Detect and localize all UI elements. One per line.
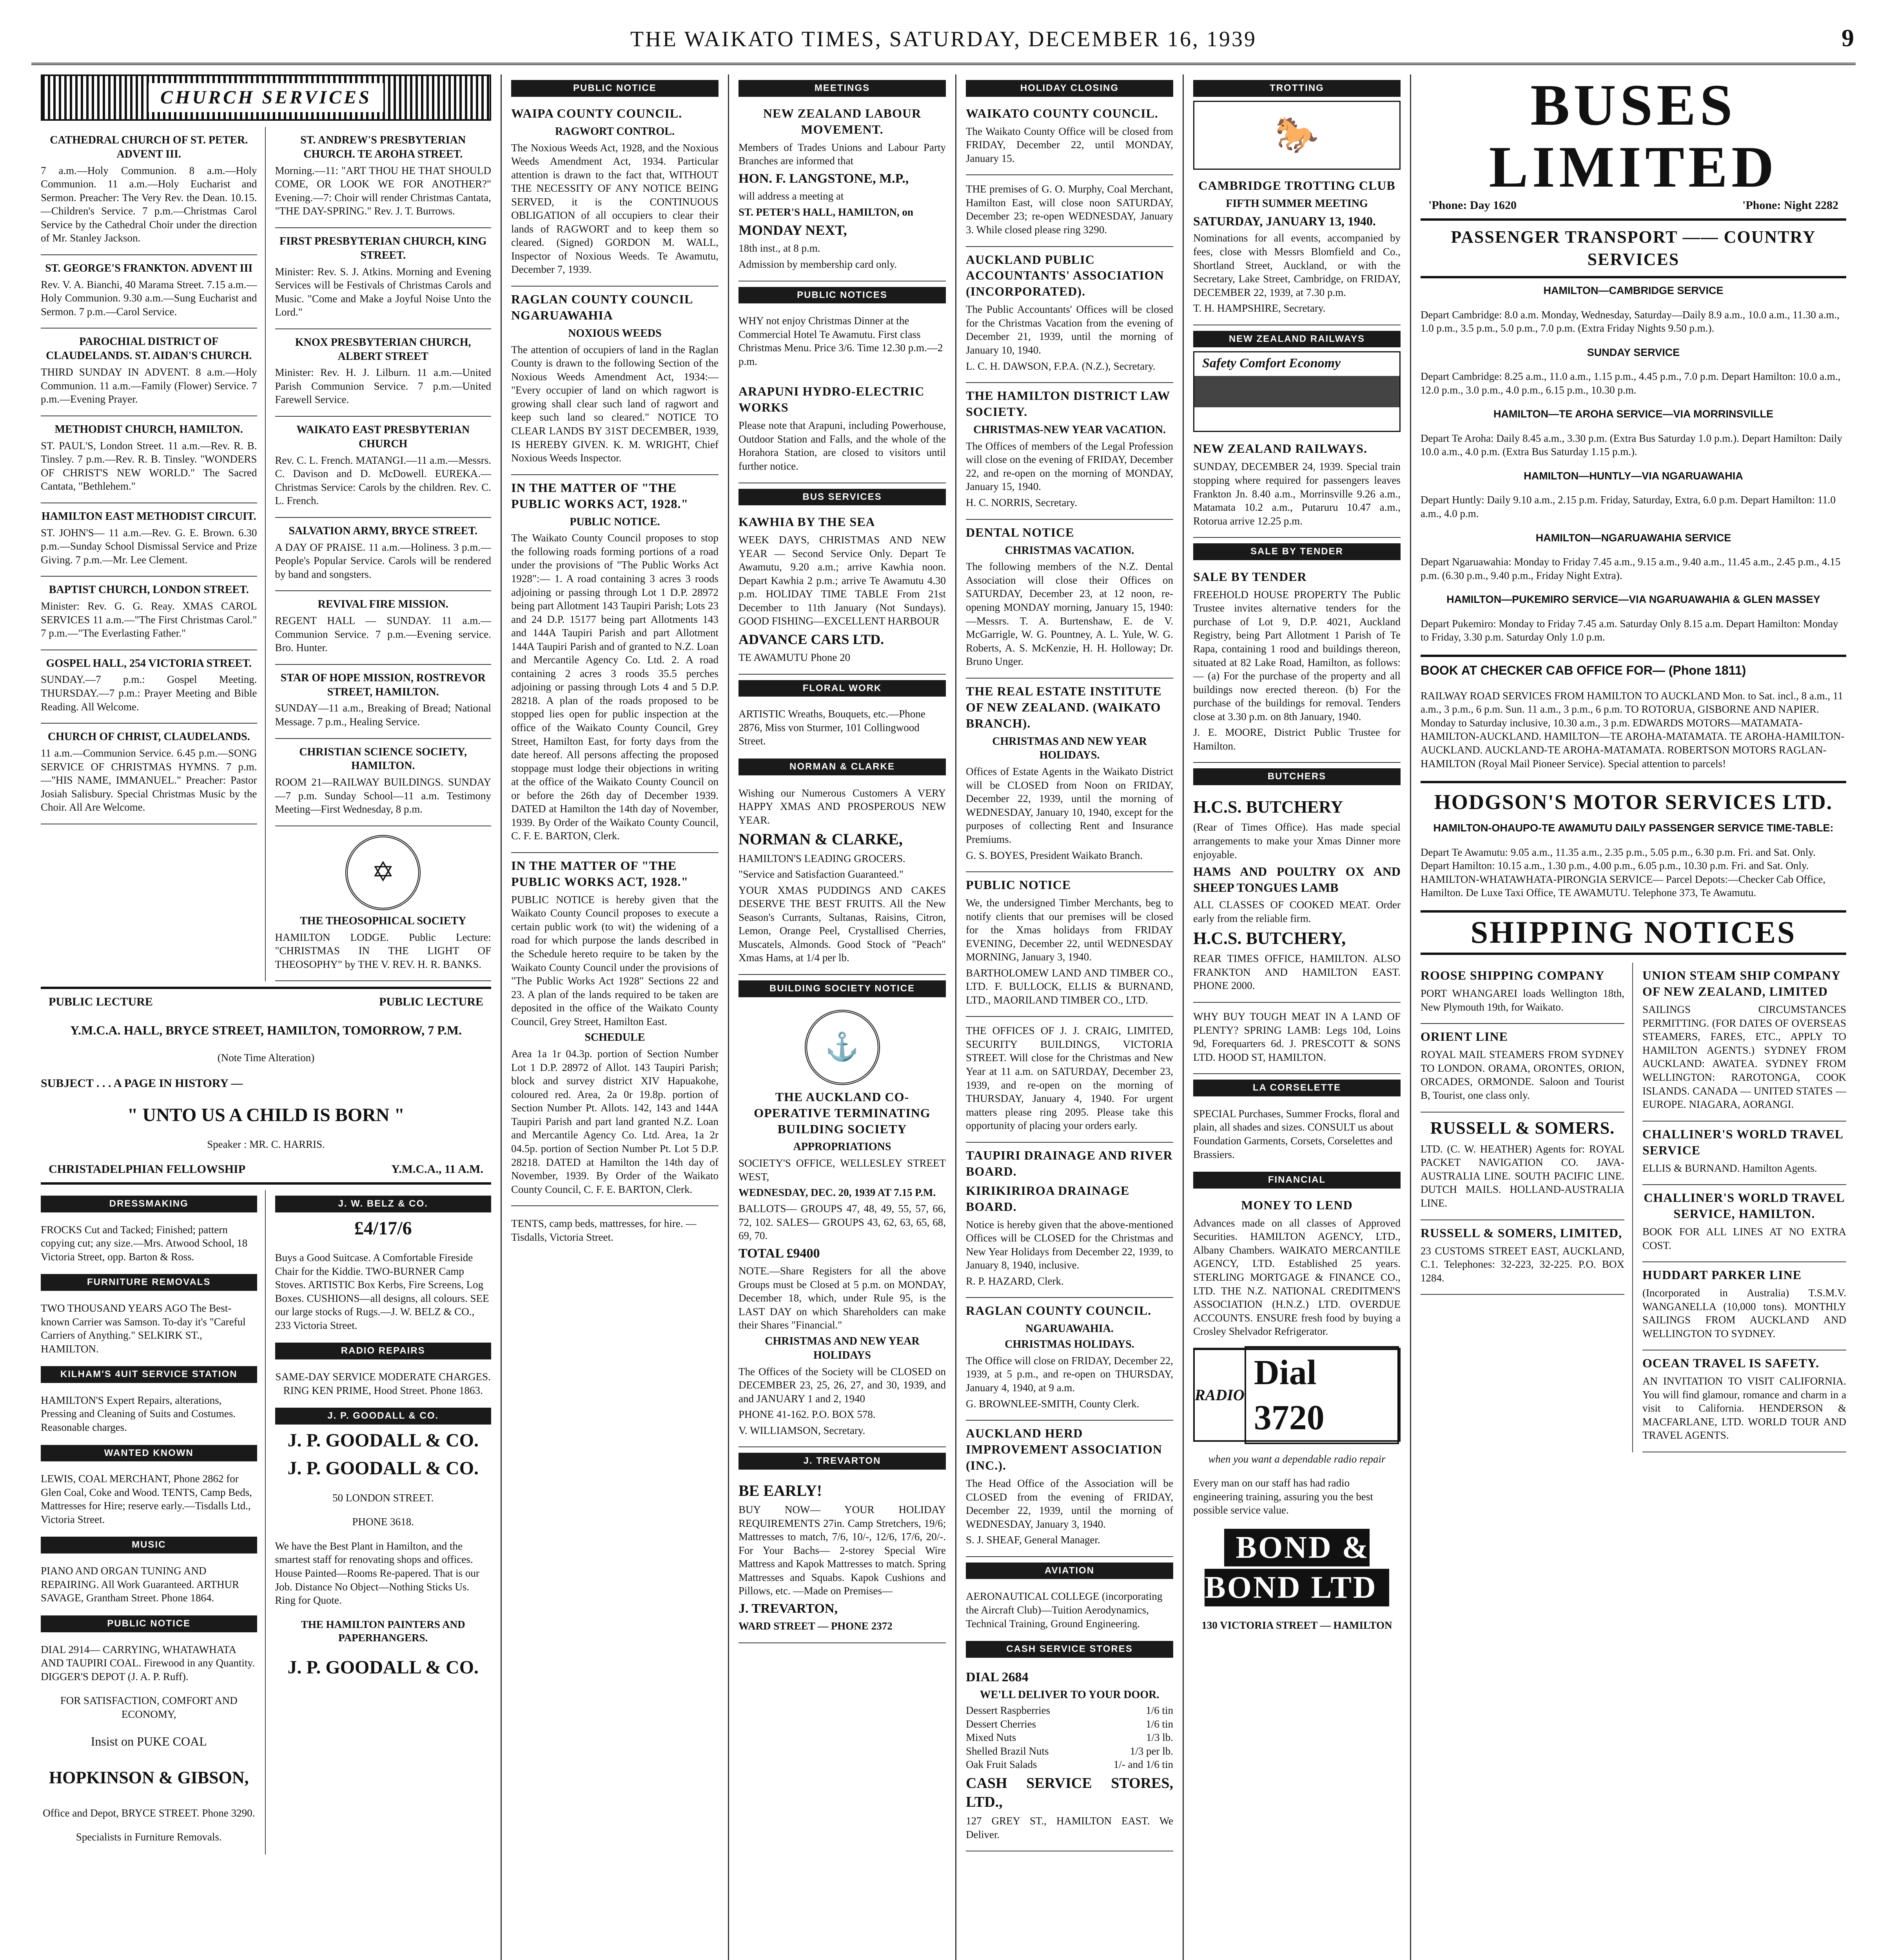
cash-stores-ad: DIAL 2684 WE'LL DELIVER TO YOUR DOOR. Dessert Raspberries 1/6 tin Dessert Cherries 1/6 tin Mixed Nuts 1/3 lb. Shelled Brazil Nuts 1/3 per lb. Oak Fruit Salads 1/- and 1/6 tin CASH SERVICE STORES, LTD., 127 GREY ST., HAMILTON EAST. We Deliver.	[966, 1662, 1173, 1851]
church-notice: REVIVAL FIRE MISSION. REGENT HALL — SUNDAY. 11 a.m.—Communion Service. 7 p.m.—Evening service. Bro. Hunter.	[275, 591, 492, 664]
church-listings-right	[275, 127, 492, 981]
craig-closing: THE OFFICES OF J. J. CRAIG, LIMITED, SECURITY BUILDINGS, VICTORIA STREET. Will close for the Christmas and New Year at 11 a.m. on SATURDAY, December 23, 1939, and re-open on the morning of THURSDAY, January 4, 1940. For urgent matters please ring 2095. Please take this opportunity of placing your orders early.	[966, 1017, 1173, 1142]
church-services-banner: CHURCH SERVICES	[41, 74, 491, 121]
locomotive-icon: Safety Comfort Economy	[1193, 351, 1401, 432]
herd-closing: AUCKLAND HERD IMPROVEMENT ASSOCIATION (INC.). The Head Office of the Association will be CLOSED from the evening of FRIDAY, December 22, 1939, until the morning of WEDNESDAY, January 3, 1940. S. J. SHEAF, General Manager.	[966, 1421, 1173, 1557]
church-notice: METHODIST CHURCH, HAMILTON. ST. PAUL'S, London Street. 11 a.m.—Rev. R. B. Tinsley. 7 p.m.—Rev. R. B. Tinsley. "WONDERS OF CHRIST'S NEW WORLD." The Sacred Cantata, "Bethlehem."	[41, 416, 257, 503]
classifieds-right: J. W. BELZ & CO. £4/17/6 Buys a Good Suitcase. A Comfortable Fireside Chair for the Kiddie. TWO-BURNER Camp Stoves. ARTISTIC Box Kerbs, Fire Screens, Log Boxes. CUSHIONS—all designs, all colours. SEE our large stocks of Rugs.—J. W. BELZ & CO., 233 Victoria Street. RADIO REPAIRS SAME-DAY SERVICE MODERATE CHARGES. RING KEN PRIME, Hood Street. Phone 1863. J. P. GOODALL & CO. J. P. GOODALL & CO. J. P. GOODALL & CO. 50 LONDON STREET. PHONE 3618. We have the Best Plant in Hamilton, and the smartest staff for renovating shops and offices. House Painted—Rooms Re-papered. That is our Job. Distance No Object—Nothing Sticks Us. Ring for Quote. THE HAMILTON PAINTERS AND PAPERHANGERS. J. P. GOODALL & CO.	[275, 1190, 492, 1855]
classifieds	[41, 1190, 491, 1855]
anchor-icon: ⚓	[805, 1010, 880, 1085]
church-notice: CATHEDRAL CHURCH OF ST. PETER. ADVENT III. 7 a.m.—Holy Communion. 8 a.m.—Holy Communion. 11 a.m.—Holy Eucharist and Sermon. Preacher: The Very Rev. the Dean. 10.15.—Children's Service. 7 p.m.—Christmas Carol Service by the Cathedral Choir under the direction of Mr. Stanley Jackson.	[41, 127, 257, 255]
church-notice: KNOX PRESBYTERIAN CHURCH, ALBERT STREET Minister: Rev. H. J. Lilburn. 11 a.m.—United Parish Communion Service. 7 p.m.—United Farewell Service.	[275, 329, 492, 417]
column-public-notices: PUBLIC NOTICE WAIPA COUNTY COUNCIL. RAGWORT CONTROL. The Noxious Weeds Act, 1928, and the Noxious Weeds Amendment Act, 1934. Particular attention is drawn to the fact that, WITHOUT THE NECESSITY OF ANY NOTICE BEING SERVED, it is the CONTINUOUS OBLIGATION of all occupiers to clear their lands of RAGWORT and to keep them so cleared. (Signed) GORDON M. WALL, Inspector of Noxious Weeds. Te Awamutu, December 7, 1939. RAGLAN COUNTY COUNCIL NGARUAWAHIA NOXIOUS WEEDS The attention of occupiers of land in the Raglan County is drawn to the following Section of the Noxious Weeds Amendment Act, 1934:— "Every occupier of land on which ragwort is growing shall clear such land of ragwort and keep such land so cleared." NOTICE TO CLEAR LANDS BY 31ST DECEMBER, 1939, IS HEREBY GIVEN. K. M. WRIGHT, Chief Noxious Weeds Inspector. IN THE MATTER OF "THE PUBLIC WORKS ACT, 1928." PUBLIC NOTICE. The Waikato County Council proposes to stop the following roads forming portions of a road under the provisions of "The Public Works Act 1928":— 1. A road containing 3 acres 3 roods adjoining or passing through Lot 1 D.P. 28972 being part Allotment 143 Taupiri Parish; Lots 23 and 24 D.P. 15177 being part Allotments 143 and 144A Taupiri Parish and part Allotment 144A Taupiri Parish and of granted to N.Z. Loan and Mercantile Agency Co. Ltd. 2. A road containing 2 acres 3 roods 35.5 perches adjoining or passing through Lots 4 and 5 D.P. 28218. A plan of the roads proposed to be stopped lies open for public inspection at the office of the Waikato County Council, Grey Street, Hamilton East, for forty days from the date hereof. All persons affecting the proposed stoppage must lodge their objections in writing at the office of the Waikato County Council on or before the 26th day of December 1939. DATED at Hamilton the 14th day of November, 1939. By Order of the Waikato County Council, C. F. E. BARTON, Clerk. IN THE MATTER OF "THE PUBLIC WORKS ACT, 1928." PUBLIC NOTICE is hereby given that the Waikato County Council proposes to execute a certain public work (to wit) the widening of a road for which purpose the lands described in the Schedule hereto require to be taken by the Waikato County Council under the provisions of "The Public Works Act 1928" Sections 22 and 23. A plan of the lands required to be taken are deposited in the office of the Waikato County Council, Grey Street, Hamilton East. SCHEDULE Area 1a 1r 04.3p. portion of Section Number Lot 1 D.P. 28972 of Allot. 143 Taupiri Parish; block and survey district XIV Hapuakohe, coloured red. Area, 2a 0r 19.8p. portion of Section Number Pt. Allots. 142, 143 and 144A Taupiri Parish and part land granted N.Z. Loan and Mercantile Agency Co. Ltd. Area, 1a 2r 04.5p. portion of Section Number Pt. Lot 5 D.P. 28218. DATED at Hamilton the 14th day of November, 1939. By Order of the Waikato County Council, C. F. E. BARTON, Clerk. TENTS, camp beds, mattresses, for hire. —Tisdalls, Victoria Street.	[502, 74, 729, 1960]
railways-notice: NEW ZEALAND RAILWAYS. SUNDAY, DECEMBER 24, 1939. Special train stopping where required for passengers leaves Frankton Jn. 8.40 a.m., Morrinsville 9.26 a.m., Matamata 10.2 a.m., Putaruru 10.47 a.m., Rotorua arrive 12.25 p.m.	[1193, 436, 1401, 538]
timber-closing: PUBLIC NOTICE We, the undersigned Timber Merchants, beg to notify clients that our premises will be closed for the Xmas holidays from FRIDAY EVENING, December 22, until WEDNESDAY MORNING, January 3, 1940. BARTHOLOMEW LAND AND TIMBER CO., LTD. F. BULLOCK, ELLIS & BURNAND, LTD., MAORILAND TIMBER CO., LTD.	[966, 872, 1173, 1017]
church-notice: ST. ANDREW'S PRESBYTERIAN CHURCH. TE AROHA STREET. Morning.—11: "ART THOU HE THAT SHOULD COME, OR LOOK WE FOR ANOTHER?" Evening.—7: Choir will render Christmas Cantata, "THE DAY-SPRING." Rev. J. T. Burrows.	[275, 127, 492, 228]
church-notice: CHURCH OF CHRIST, CLAUDELANDS. 11 a.m.—Communion Service. 6.45 p.m.—SONG SERVICE OF CHRISTMAS HYMNS. 7 p.m.—"HIS NAME, IMMANUEL." Preacher: Pastor Josiah Salisbury. Special Christmas Music by the Choir. All Are Welcome.	[41, 724, 257, 824]
shipping-left: ROOSE SHIPPING COMPANY PORT WHANGAREI loads Wellington 18th, New Plymouth 19th, for Waikato. ORIENT LINE ROYAL MAIL STEAMERS FROM SYDNEY TO LONDON. ORAMA, ORONTES, ORION, ORCADES, ORMONDE. Saloon and Tourist B, Tourist, one class only. RUSSELL & SOMERS. LTD. (C. W. HEATHER) Agents for: ROYAL PACKET NAVIGATION CO. JAVA-AUSTRALIA LINE. SOUTH PACIFIC LINE. DUTCH MAILS. HOLLAND-AUSTRALIA LINE. RUSSELL & SOMERS, LIMITED, 23 CUSTOMS STREET EAST, AUCKLAND, C.1. Telephones: 32-223, 32-225. P.O. BOX 1284.	[1421, 963, 1633, 1452]
raglan-closing: RAGLAN COUNTY COUNCIL. NGARUAWAHIA. CHRISTMAS HOLIDAYS. The Office will close on FRIDAY, December 22, 1939, at 5 p.m., and re-open on THURSDAY, January 4, 1940, at 9 a.m. G. BROWNLEE-SMITH, County Clerk.	[966, 1298, 1173, 1421]
law-society-closing: THE HAMILTON DISTRICT LAW SOCIETY. CHRISTMAS-NEW YEAR VACATION. The Offices of members of the Legal Profession will close on the evening of FRIDAY, December 22, and re-open on the morning of MONDAY, January 15, 1940. H. C. NORRIS, Secretary.	[966, 383, 1173, 519]
kawhia-bus-ad: KAWHIA BY THE SEA WEEK DAYS, CHRISTMAS AND NEW YEAR — Second Service Only. Depart Te Awamutu, 9.20 a.m.; arrive Kawhia noon. Depart Kawhia 2 p.m.; arrive Te Awamutu 4.30 p.m. HOLIDAY TIME TABLE From 21st December to 11th January (Not Sundays). GOOD FISHING—EXCELLENT HARBOUR ADVANCE CARS LTD. TE AWAMUTU Phone 20	[738, 509, 946, 674]
shipping-notices-title: SHIPPING NOTICES	[1421, 910, 1846, 955]
church-notice: SALVATION ARMY, BRYCE STREET. A DAY OF PRAISE. 11 a.m.—Holiness. 3 p.m.—People's Popular Service. Carols will be rendered by band and songsters.	[275, 518, 492, 591]
church-notice: BAPTIST CHURCH, LONDON STREET. Minister: Rev. G. G. Reay. XMAS CAROL SERVICES 11 a.m.—"The First Christmas Carol." 7 p.m.—"The Everlasting Father."	[41, 577, 257, 650]
norman-clarke-ad: Wishing our Numerous Customers A VERY HAPPY XMAS AND PROSPEROUS NEW YEAR. NORMAN & CLARKE, HAMILTON'S LEADING GROCERS. "Service and Satisfaction Guaranteed." YOUR XMAS PUDDINGS AND CAKES DESERVE THE BEST FRUITS. All the New Season's Currants, Sultanas, Raisins, Citron, Lemon, Orange Peel, Crystallised Cherries, Muscatels, Almonds. Good Stock of "Peach" Xmas Hams, at 1/4 per lb.	[738, 779, 946, 975]
column-church-services	[31, 74, 502, 1960]
public-works-notice: IN THE MATTER OF "THE PUBLIC WORKS ACT, 1928." PUBLIC NOTICE. The Waikato County Council proposes to stop the following roads forming portions of a road under the provisions of "The Public Works Act 1928":— 1. A road containing 3 acres 3 roods adjoining or passing through Lot 1 D.P. 28972 being part Allotment 143 Taupiri Parish; Lots 23 and 24 D.P. 15177 being part Allotments 143 and 144A Taupiri Parish and part Allotment 144A Taupiri Parish and of granted to N.Z. Loan and Mercantile Agency Co. Ltd. 2. A road containing 2 acres 3 roods 35.5 perches adjoining or passing through Lots 4 and 5 D.P. 28218. A plan of the roads proposed to be stopped lies open for public inspection at the office of the Waikato County Council, Grey Street, Hamilton East, for forty days from the date hereof. All persons affecting the proposed stoppage must lodge their objections in writing at the office of the Waikato County Council on or before the 26th day of December 1939. DATED at Hamilton the 14th day of November, 1939. By Order of the Waikato County Council, C. F. E. BARTON, Clerk.	[511, 475, 719, 853]
public-works-notice-2: IN THE MATTER OF "THE PUBLIC WORKS ACT, 1928." PUBLIC NOTICE is hereby given that the Waikato County Council proposes to execute a certain public work (to wit) the widening of a road for which purpose the lands described in the Schedule hereto require to be taken by the Waikato County Council under the provisions of "The Public Works Act 1928" Sections 22 and 23. A plan of the lands required to be taken are deposited in the office of the Waikato County Council, Grey Street, Hamilton East. SCHEDULE Area 1a 1r 04.3p. portion of Section Number Lot 1 D.P. 28972 of Allot. 143 Taupiri Parish; block and survey district XIV Hapuakohe, coloured red. Area, 2a 0r 19.8p. portion of Section Number Pt. Allots. 142, 143 and 144A Taupiri Parish and part land granted N.Z. Loan and Mercantile Agency Co. Ltd. Area, 1a 2r 04.5p. portion of Section Number Pt. Lot 5 D.P. 28218. DATED at Hamilton the 14th day of November, 1939. By Order of the Waikato County Council, C. F. E. BARTON, Clerk.	[511, 853, 719, 1206]
theosophical-notice: ✡ THE THEOSOPHICAL SOCIETY HAMILTON LODGE. Public Lecture: "CHRISTMAS IN THE LIGHT OF THEOSOPHY" by THE V. REV. H. R. BANKS.	[275, 826, 492, 981]
column-holiday-closing: HOLIDAY CLOSING WAIKATO COUNTY COUNCIL. The Waikato County Office will be closed from FRIDAY, December 22, until MONDAY, January 15. THE premises of G. O. Murphy, Coal Merchant, Hamilton East, will close noon SATURDAY, December 23; re-open WEDNESDAY, January 3. While closed please ring 3290. AUCKLAND PUBLIC ACCOUNTANTS' ASSOCIATION (INCORPORATED). The Public Accountants' Offices will be closed for the Christmas Vacation from the evening of December 21, 1939, until the morning of January 10, 1940. L. C. H. DAWSON, F.P.A. (N.Z.), Secretary. THE HAMILTON DISTRICT LAW SOCIETY. CHRISTMAS-NEW YEAR VACATION. The Offices of members of the Legal Profession will close on the evening of FRIDAY, December 22, and re-open on the morning of MONDAY, January 15, 1940. H. C. NORRIS, Secretary. DENTAL NOTICE CHRISTMAS VACATION. The following members of the N.Z. Dental Association will close their Offices on SATURDAY, December 23, at 12 noon, re-opening MONDAY morning, January 15, 1940:—Messrs. T. A. Burtenshaw, E. de V. McGarrigle, W. G. Pountney, A. L. Yule, W. G. Roberts, A. S. McKenzie, H. H. Holloway; Dr. Bruno Unger. THE REAL ESTATE INSTITUTE OF NEW ZEALAND. (WAIKATO BRANCH). CHRISTMAS AND NEW YEAR HOLIDAYS. Offices of Estate Agents in the Waikato District will be CLOSED from Noon on FRIDAY, December 22, 1939, until the morning of WEDNESDAY, January 10, 1940, except for the purposes of collecting Rent and Insurance Premiums. G. S. BOYES, President Waikato Branch. PUBLIC NOTICE We, the undersigned Timber Merchants, beg to notify clients that our premises will be closed for the Xmas holidays from FRIDAY EVENING, December 22, until WEDNESDAY MORNING, January 3, 1940. BARTHOLOMEW LAND AND TIMBER CO., LTD. F. BULLOCK, ELLIS & BURNAND, LTD., MAORILAND TIMBER CO., LTD. THE OFFICES OF J. J. CRAIG, LIMITED, SECURITY BUILDINGS, VICTORIA STREET. Will close for the Christmas and New Year at 11 a.m. on SATURDAY, December 23, 1939, and re-open on the morning of THURSDAY, January 4, 1940. For urgent matters please ring 2095. Please take this opportunity of placing your orders early. TAUPIRI DRAINAGE AND RIVER BOARD. KIRIKIRIROA DRAINAGE BOARD. Notice is hereby given that the above-mentioned Offices will be CLOSED for the Christmas and New Year Holidays from December 22, 1939, to January 8, 1940, inclusive. R. P. HAZARD, Clerk. RAGLAN COUNTY COUNCIL. NGARUAWAHIA. CHRISTMAS HOLIDAYS. The Office will close on FRIDAY, December 22, 1939, at 5 p.m., and re-open on THURSDAY, January 4, 1940, at 9 a.m. G. BROWNLEE-SMITH, County Clerk. AUCKLAND HERD IMPROVEMENT ASSOCIATION (INC.). The Head Office of the Association will be CLOSED from the evening of FRIDAY, December 22, 1939, until the morning of WEDNESDAY, January 3, 1940. S. J. SHEAF, General Manager. AVIATION AERONAUTICAL COLLEGE (incorporating the Aircraft Club)—Tuition Aerodynamics, Technical Training, Ground Engineering. CASH SERVICE STORES DIAL 2684 WE'LL DELIVER TO YOUR DOOR. Dessert Raspberries 1/6 tin Dessert Cherries 1/6 tin Mixed Nuts 1/3 lb. Shelled Brazil Nuts 1/3 per lb. Oak Fruit Salads 1/- and 1/6 tin CASH SERVICE STORES, LTD., 127 GREY ST., HAMILTON EAST. We Deliver.	[956, 74, 1184, 1960]
church-listings	[41, 127, 491, 981]
masthead-title: THE WAIKATO TIMES, SATURDAY, DECEMBER 16, 1939	[630, 27, 1257, 51]
belz-price: £4/17/6	[354, 1218, 412, 1239]
hcs-butchery-ad: H.C.S. BUTCHERY (Rear of Times Office). Has made special arrangements to make your Xmas Dinner more enjoyable. HAMS AND POULTRY OX AND SHEEP TONGUES LAMB ALL CLASSES OF COOKED MEAT. Order early from the reliable firm. H.C.S. BUTCHERY, REAR TIMES OFFICE, HAMILTON. ALSO FRANKTON AND HAMILTON EAST. PHONE 2000.	[1193, 789, 1401, 1003]
financial-notices: MONEY TO LEND Advances made on all classes of Approved Securities. HAMILTON AGENCY, LTD., Albany Chambers. WAIKATO MERCANTILE AGENCY, LTD. Established 25 years. STERLING MORTGAGE & FINANCE CO., LTD. THE N.Z. NATIONAL CREDITMEN'S ASSOCIATION (H.N.Z.) LTD. OVERDUE ACCOUNTS. ENSURE fresh food by buying a Crosley Shelvador Refrigerator.	[1193, 1192, 1401, 1348]
church-notice: FIRST PRESBYTERIAN CHURCH, KING STREET. Minister: Rev. S. J. Atkins. Morning and Evening Services will be Festivals of Christmas Carols and Music. "Come and Make a Joyful Noise Unto the Lord."	[275, 228, 492, 329]
church-listings-left	[41, 127, 266, 981]
tender-notice: SALE BY TENDER FREEHOLD HOUSE PROPERTY The Public Trustee invites alternative tenders for the purchase of Lot 9, D.P. 4021, Auckland Registry, being Part Allotment 1 Parish of Te Rapa, containing 1 rood and buildings thereon, situated at 82 Lake Road, Hamilton, as follows:— (a) For the purchase of the property and all buildings now erected thereon. (b) For the purchase of the buildings for removal. Tenders close at 3.30 p.m. on 8th January, 1940. J. E. MOORE, District Public Trustee for Hamilton.	[1193, 564, 1401, 763]
public-lecture: PUBLIC LECTURE PUBLIC LECTURE Y.M.C.A. HALL, BRYCE STREET, HAMILTON, TOMORROW, 7 P.M. (Note Time Alteration) SUBJECT . . . A PAGE IN HISTORY — " UNTO US A CHILD IS BORN " Speaker : MR. C. HARRIS. CHRISTADELPHIAN FELLOWSHIP Y.M.C.A., 11 A.M.	[41, 995, 491, 1177]
page-number: 9	[1842, 24, 1856, 52]
labour-meeting: NEW ZEALAND LABOUR MOVEMENT. Members of Trades Unions and Labour Party Branches are informed that HON. F. LANGSTONE, M.P., will address a meeting at ST. PETER'S HALL, HAMILTON, on MONDAY NEXT, 18th inst., at 8 p.m. Admission by membership card only.	[738, 101, 946, 281]
church-notice: WAIKATO EAST PRESBYTERIAN CHURCH Rev. C. L. French. MATANGI.—11 a.m.—Messrs. C. Davison and D. McDowell. EUREKA.—Christmas Service: Carols by the children. Rev. C. L. French.	[275, 417, 492, 518]
church-notice: CHRISTIAN SCIENCE SOCIETY, HAMILTON. ROOM 21—RAILWAY BUILDINGS. SUNDAY—7 p.m. Sunday School—11 a.m. Testimony Meeting—First Wednesday, 8 p.m.	[275, 739, 492, 826]
lecture-title: " UNTO US A CHILD IS BORN "	[127, 1104, 405, 1125]
radio-repair-ad: RADIO Dial 3720	[1193, 1348, 1401, 1442]
murphy-closing: THE premises of G. O. Murphy, Coal Merchant, Hamilton East, will close noon SATURDAY, December 23; re-open WEDNESDAY, January 3. While closed please ring 3290.	[966, 175, 1173, 247]
column-buses-shipping: BUSES LIMITED 'Phone: Day 1620 'Phone: Night 2282 PASSENGER TRANSPORT —— COUNTRY SERVICES HAMILTON—CAMBRIDGE SERVICE Depart Cambridge: 8.0 a.m. Monday, Wednesday, Saturday—Daily 8.9 a.m., 10.0 a.m., 11.30 a.m., 1.0 p.m., 3.5 p.m., 5.0 p.m., 7.0 p.m. (Extra Friday Nights 9.50 p.m.). SUNDAY SERVICE Depart Cambridge: 8.25 a.m., 11.0 a.m., 1.15 p.m., 4.45 p.m., 7.0 p.m. Depart Hamilton: 10.0 a.m., 12.0 p.m., 3.0 p.m., 4.0 p.m., 6.15 p.m., 10.30 p.m. HAMILTON—TE AROHA SERVICE—VIA MORRINSVILLE Depart Te Aroha: Daily 8.45 a.m., 3.30 p.m. (Extra Bus Saturday 1.0 p.m.). Depart Hamilton: Daily 10.0 a.m., 4.0 p.m. (Extra Bus Saturday 1.15 p.m.). HAMILTON—HUNTLY—VIA NGARUAWAHIA Depart Huntly: Daily 9.10 a.m., 2.15 p.m. Friday, Saturday, Extra, 6.0 p.m. Depart Hamilton: 11.0 a.m., 4.0 p.m. HAMILTON—NGARUAWAHIA SERVICE Depart Ngaruawahia: Monday to Friday 7.45 a.m., 9.15 a.m., 9.40 a.m., 11.45 a.m., 2.45 p.m., 4.15 p.m. (6.30 p.m., 9.40 p.m., Friday Night Extra). HAMILTON—PUKEMIRO SERVICE—VIA NGARUAWAHIA & GLEN MASSEY Depart Pukemiro: Monday to Friday 7.45 a.m. Saturday Only 8.15 a.m. Depart Hamilton: Monday to Friday, 3.30 p.m. Saturday Only 1.0 p.m. BOOK AT CHECKER CAB OFFICE FOR— (Phone 1811) RAILWAY ROAD SERVICES FROM HAMILTON TO AUCKLAND Mon. to Sat. incl., 8 a.m., 11 a.m., 3 p.m., 6 p.m. Sun. 11 a.m., 3 p.m., 6 p.m. TO ROTORUA, GISBORNE AND NAPIER. Monday to Saturday inclusive, 10.30 a.m., 3 p.m. EDWARDS MOTORS—MATAMATA-HAMILTON-AUCKLAND. HAMILTON—TE AROHA-MATAMATA. TE AROHA-HAMILTON-AUCKLAND. AUCKLAND-TE AROHA-MATAMATA. ROBERTSON MOTORS RAGLAN-HAMILTON (Royal Mail Pioneer Service). Special attention to parcels! HODGSON'S MOTOR SERVICES LTD. HAMILTON-OHAUPO-TE AWAMUTU DAILY PASSENGER SERVICE TIME-TABLE: Depart Te Awamutu: 9.05 a.m., 11.35 a.m., 2.35 p.m., 5.05 p.m., 6.30 p.m. Fri. and Sat. Only. Depart Hamilton: 10.15 a.m., 1.30 p.m., 4.00 p.m., 6.05 p.m., 10.30 p.m. Fri. and Sat. Only. HAMILTON-WHATAWHATA-PIRONGIA SERVICE— Parcel Depots:—Checker Cab Office, Hamilton. De Luxe Taxi Office, TE AWAMUTU. Telephone 373, Te Awamutu. SHIPPING NOTICES ROOSE SHIPPING COMPANY PORT WHANGAREI loads Wellington 18th, New Plymouth 19th, for Waikato. ORIENT LINE ROYAL MAIL STEAMERS FROM SYDNEY TO LONDON. ORAMA, ORONTES, ORION, ORCADES, ORMONDE. Saloon and Tourist B, Tourist, one class only. RUSSELL & SOMERS. LTD. (C. W. HEATHER) Agents for: ROYAL PACKET NAVIGATION CO. JAVA-AUSTRALIA LINE. SOUTH PACIFIC LINE. DUTCH MAILS. HOLLAND-AUSTRALIA LINE. RUSSELL & SOMERS, LIMITED, 23 CUSTOMS STREET EAST, AUCKLAND, C.1. Telephones: 32-223, 32-225. P.O. BOX 1284. UNION STEAM SHIP COMPANY OF NEW ZEALAND, LIMITED SAILINGS CIRCUMSTANCES PERMITTING. (FOR DATES OF OVERSEAS STEAMERS, FARES, ETC., APPLY TO HAMILTON AGENTS.) SYDNEY FROM AUCKLAND: AWATEA. SYDNEY FROM WELLINGTON: RAROTONGA, COOK ISLANDS. CANADA — UNITED STATES — EUROPE. NIAGARA, AORANGI. CHALLINER'S WORLD TRAVEL SERVICE ELLIS & BURNAND. Hamilton Agents. CHALLINER'S WORLD TRAVEL SERVICE, HAMILTON. BOOK FOR ALL LINES AT NO EXTRA COST. HUDDART PARKER LINE (Incorporated in Australia) T.S.M.V. WANGANELLA (10,000 tons). MONTHLY SAILINGS FROM AUCKLAND AND WELLINGTON TO SYDNEY. OCEAN TRAVEL IS SAFETY. AN INVITATION TO VISIT CALIFORNIA. You will find glamour, romance and charm in a visit to California. HENDERSON & MACFARLANE, LTD. WORLD TOUR AND TRAVEL AGENTS.	[1411, 74, 1856, 1960]
prescott-ad: WHY BUY TOUGH MEAT IN A LAND OF PLENTY? SPRING LAMB: Legs 10d, Loins 9d, Forequarters 6d. J. PRESCOTT & SONS LTD. HOOD ST, HAMILTON.	[1193, 1003, 1401, 1074]
church-notice: HAMILTON EAST METHODIST CIRCUIT. ST. JOHN'S— 11 a.m.—Rev. G. E. Brown. 6.30 p.m.—Sunday School Dismissal Service and Prize Giving. 7 p.m.—Mr. Lee Clement.	[41, 503, 257, 577]
dental-closing: DENTAL NOTICE CHRISTMAS VACATION. The following members of the N.Z. Dental Association will close their Offices on SATURDAY, December 23, at 12 noon, re-opening MONDAY morning, January 15, 1940:—Messrs. T. A. Burtenshaw, E. de V. McGarrigle, W. G. Pountney, A. L. Yule, W. G. Roberts, A. S. McKenzie, H. H. Holloway; Dr. Bruno Unger.	[966, 520, 1173, 679]
real-estate-closing: THE REAL ESTATE INSTITUTE OF NEW ZEALAND. (WAIKATO BRANCH). CHRISTMAS AND NEW YEAR HOLIDAYS. Offices of Estate Agents in the Waikato District will be CLOSED from Noon on FRIDAY, December 22, 1939, until the morning of WEDNESDAY, January 10, 1940, except for the purposes of collecting Rent and Insurance Premiums. G. S. BOYES, President Waikato Branch.	[966, 679, 1173, 872]
church-notice: GOSPEL HALL, 254 VICTORIA STREET. SUNDAY.—7 p.m.: Gospel Meeting. THURSDAY.—7 p.m.: Prayer Meeting and Bible Reading. All Welcome.	[41, 650, 257, 724]
arapuni-notice: ARAPUNI HYDRO-ELECTRIC WORKS Please note that Arapuni, including Powerhouse, Outdoor Station and Falls, and the whole of the Horahora Station, are closed to visitors until further notice.	[738, 379, 946, 483]
building-society-notice: ⚓ THE AUCKLAND CO-OPERATIVE TERMINATING BUILDING SOCIETY APPROPRIATIONS SOCIETY'S OFFICE, WELLESLEY STREET WEST, WEDNESDAY, DEC. 20, 1939 AT 7.15 P.M. BALLOTS— GROUPS 47, 48, 49, 55, 57, 66, 72, 102. SALES— GROUPS 43, 62, 63, 65, 68, 69, 70. TOTAL £9400 NOTE.—Share Registers for all the above Groups must be Closed at 5 p.m. on MONDAY, December 18, which, under Rule 95, is the LAST DAY on which Shareholders can make their Shares "Financial." CHRISTMAS AND NEW YEAR HOLIDAYS The Offices of the Society will be CLOSED on DECEMBER 23, 25, 26, 27, and 30, 1939, and and JANUARY 1 and 2, 1940 PHONE 41-162. P.O. BOX 578. V. WILLIAMSON, Secretary.	[738, 1001, 946, 1448]
column-meetings: MEETINGS NEW ZEALAND LABOUR MOVEMENT. Members of Trades Unions and Labour Party Branches are informed that HON. F. LANGSTONE, M.P., will address a meeting at ST. PETER'S HALL, HAMILTON, on MONDAY NEXT, 18th inst., at 8 p.m. Admission by membership card only. PUBLIC NOTICES WHY not enjoy Christmas Dinner at the Commercial Hotel Te Awamutu. First class Christmas Menu. Price 3/6. Time 12.30 p.m.—2 p.m. ARAPUNI HYDRO-ELECTRIC WORKS Please note that Arapuni, including Powerhouse, Outdoor Station and Falls, and the whole of the Horahora Station, are closed to visitors until further notice. BUS SERVICES KAWHIA BY THE SEA WEEK DAYS, CHRISTMAS AND NEW YEAR — Second Service Only. Depart Te Awamutu, 9.20 a.m.; arrive Kawhia noon. Depart Kawhia 2 p.m.; arrive Te Awamutu 4.30 p.m. HOLIDAY TIME TABLE From 21st December to 11th January (Not Sundays). GOOD FISHING—EXCELLENT HARBOUR ADVANCE CARS LTD. TE AWAMUTU Phone 20 FLORAL WORK ARTISTIC Wreaths, Bouquets, etc.—Phone 2876, Miss von Sturmer, 101 Collingwood Street. NORMAN & CLARKE Wishing our Numerous Customers A VERY HAPPY XMAS AND PROSPEROUS NEW YEAR. NORMAN & CLARKE, HAMILTON'S LEADING GROCERS. "Service and Satisfaction Guaranteed." YOUR XMAS PUDDINGS AND CAKES DESERVE THE BEST FRUITS. All the New Season's Currants, Sultanas, Raisins, Citron, Lemon, Orange Peel, Crystallised Cherries, Muscatels, Almonds. Good Stock of "Peach" Xmas Hams, at 1/4 per lb. BUILDING SOCIETY NOTICE ⚓ THE AUCKLAND CO-OPERATIVE TERMINATING BUILDING SOCIETY APPROPRIATIONS SOCIETY'S OFFICE, WELLESLEY STREET WEST, WEDNESDAY, DEC. 20, 1939 AT 7.15 P.M. BALLOTS— GROUPS 47, 48, 49, 55, 57, 66, 72, 102. SALES— GROUPS 43, 62, 63, 65, 68, 69, 70. TOTAL £9400 NOTE.—Share Registers for all the above Groups must be Closed at 5 p.m. on MONDAY, December 18, which, under Rule 95, is the LAST DAY on which Shareholders can make their Shares "Financial." CHRISTMAS AND NEW YEAR HOLIDAYS The Offices of the Society will be CLOSED on DECEMBER 23, 25, 26, 27, and 30, 1939, and and JANUARY 1 and 2, 1940 PHONE 41-162. P.O. BOX 578. V. WILLIAMSON, Secretary. J. TREVARTON BE EARLY! BUY NOW— YOUR HOLIDAY REQUIREMENTS 27in. Camp Stretchers, 19/6; Mattresses to match, 7/6, 10/-, 12/6, 17/6, 20/-. For Your Bachs— 2-storey Special Wire Mattress and Kapok Mattresses to match. Spring Mattresses and Squabs. Kapok Cushions and Pillows, etc. —Made on Premises— J. TREVARTON, WARD STREET — PHONE 2372	[729, 74, 956, 1960]
shipping-right: UNION STEAM SHIP COMPANY OF NEW ZEALAND, LIMITED SAILINGS CIRCUMSTANCES PERMITTING. (FOR DATES OF OVERSEAS STEAMERS, FARES, ETC., APPLY TO HAMILTON AGENTS.) SYDNEY FROM AUCKLAND: AWATEA. SYDNEY FROM WELLINGTON: RAROTONGA, COOK ISLANDS. CANADA — UNITED STATES — EUROPE. NIAGARA, AORANGI. CHALLINER'S WORLD TRAVEL SERVICE ELLIS & BURNAND. Hamilton Agents. CHALLINER'S WORLD TRAVEL SERVICE, HAMILTON. BOOK FOR ALL LINES AT NO EXTRA COST. HUDDART PARKER LINE (Incorporated in Australia) T.S.M.V. WANGANELLA (10,000 tons). MONTHLY SAILINGS FROM AUCKLAND AND WELLINGTON TO SYDNEY. OCEAN TRAVEL IS SAFETY. AN INVITATION TO VISIT CALIFORNIA. You will find glamour, romance and charm in a visit to California. HENDERSON & MACFARLANE, LTD. WORLD TOUR AND TRAVEL AGENTS.	[1642, 963, 1846, 1452]
drainage-closing: TAUPIRI DRAINAGE AND RIVER BOARD. KIRIKIRIROA DRAINAGE BOARD. Notice is hereby given that the above-mentioned Offices will be CLOSED for the Christmas and New Year Holidays from December 22, 1939, to January 8, 1940, inclusive. R. P. HAZARD, Clerk.	[966, 1143, 1173, 1298]
hopkinson-gibson-ad: FOR SATISFACTION, COMFORT AND ECONOMY, Insist on PUKE COAL HOPKINSON & GIBSON, Office and Depot, BRYCE STREET. Phone 3290. Specialists in Furniture Removals.	[43, 1695, 255, 1843]
masthead	[31, 16, 1856, 65]
cambridge-trotting-ad: CAMBRIDGE TROTTING CLUB FIFTH SUMMER MEETING SATURDAY, JANUARY 13, 1940. Nominations for all events, accompanied by fees, close with Messrs Blomfield and Co., Shortland Street, Auckland, or with the Secretary, Lake Street, Cambridge, on FRIDAY, DECEMBER 22, 1939, at 7.30 p.m. T. H. HAMPSHIRE, Secretary.	[1193, 173, 1401, 325]
trotting-horse-icon: 🐎	[1193, 101, 1401, 170]
theosophical-seal-icon: ✡	[345, 835, 421, 910]
church-notice: STAR OF HOPE MISSION, ROSTREVOR STREET, HAMILTON. SUNDAY—11 a.m., Breaking of Bread; National Message. 7 p.m., Healing Service.	[275, 665, 492, 739]
trevarton-ad: BE EARLY! BUY NOW— YOUR HOLIDAY REQUIREMENTS 27in. Camp Stretchers, 19/6; Mattresses to match, 7/6, 10/-, 12/6, 17/6, 20/-. For Your Bachs— 2-storey Special Wire Mattress and Kapok Mattresses to match. Spring Mattresses and Squabs. Kapok Cushions and Pillows, etc. —Made on Premises— J. TREVARTON, WARD STREET — PHONE 2372	[738, 1474, 946, 1643]
raglan-weeds-notice: RAGLAN COUNTY COUNCIL NGARUAWAHIA NOXIOUS WEEDS The attention of occupiers of land in the Raglan County is drawn to the following Section of the Noxious Weeds Amendment Act, 1934:— "Every occupier of land on which ragwort is growing shall clear such land of ragwort and keep such land so cleared." NOTICE TO CLEAR LANDS BY 31ST DECEMBER, 1939, IS HEREBY GIVEN. K. M. WRIGHT, Chief Noxious Weeds Inspector.	[511, 287, 719, 475]
church-notice: PAROCHIAL DISTRICT OF CLAUDELANDS. ST. AIDAN'S CHURCH. THIRD SUNDAY IN ADVENT. 8 a.m.—Holy Communion. 11 a.m.—Family (Flower) Service. 7 p.m.—Evening Prayer.	[41, 328, 257, 416]
buses-limited-title: BUSES LIMITED	[1489, 74, 1778, 200]
waikato-county-closing: WAIKATO COUNTY COUNCIL. The Waikato County Office will be closed from FRIDAY, December 22, until MONDAY, January 15.	[966, 101, 1173, 176]
bond-and-bond-logo: BOND & BOND LTD	[1205, 1529, 1389, 1606]
accountants-closing: AUCKLAND PUBLIC ACCOUNTANTS' ASSOCIATION (INCORPORATED). The Public Accountants' Offices will be closed for the Christmas Vacation from the evening of December 21, 1939, until the morning of January 10, 1940. L. C. H. DAWSON, F.P.A. (N.Z.), Secretary.	[966, 247, 1173, 383]
waipa-notice: WAIPA COUNTY COUNCIL. RAGWORT CONTROL. The Noxious Weeds Act, 1928, and the Noxious Weeds Amendment Act, 1934. Particular attention is drawn to the fact that, WITHOUT THE NECESSITY OF ANY NOTICE BEING SERVED, it is the CONTINUOUS OBLIGATION of all occupiers to clear their lands of RAGWORT and to keep them so cleared. (Signed) GORDON M. WALL, Inspector of Noxious Weeds. Te Awamutu, December 7, 1939.	[511, 101, 719, 287]
column-trotting-railways: TROTTING 🐎 CAMBRIDGE TROTTING CLUB FIFTH SUMMER MEETING SATURDAY, JANUARY 13, 1940. Nominations for all events, accompanied by fees, close with Messrs Blomfield and Co., Shortland Street, Auckland, or with the Secretary, Lake Street, Cambridge, on FRIDAY, DECEMBER 22, 1939, at 7.30 p.m. T. H. HAMPSHIRE, Secretary. NEW ZEALAND RAILWAYS Safety Comfort Economy NEW ZEALAND RAILWAYS. SUNDAY, DECEMBER 24, 1939. Special train stopping where required for passengers leaves Frankton Jn. 8.40 a.m., Morrinsville 9.26 a.m., Matamata 10.2 a.m., Putaruru 10.47 a.m., Rotorua arrive 12.25 p.m. SALE BY TENDER SALE BY TENDER FREEHOLD HOUSE PROPERTY The Public Trustee invites alternative tenders for the purchase of Lot 9, D.P. 4021, Auckland Registry, being Part Allotment 1 Parish of Te Rapa, containing 1 rood and buildings thereon, situated at 82 Lake Road, Hamilton, as follows:— (a) For the purchase of the property and all buildings now erected thereon. (b) For the purchase of the buildings for removal. Tenders close at 3.30 p.m. on 8th January, 1940. J. E. MOORE, District Public Trustee for Hamilton. BUTCHERS H.C.S. BUTCHERY (Rear of Times Office). Has made special arrangements to make your Xmas Dinner more enjoyable. HAMS AND POULTRY OX AND SHEEP TONGUES LAMB ALL CLASSES OF COOKED MEAT. Order early from the reliable firm. H.C.S. BUTCHERY, REAR TIMES OFFICE, HAMILTON. ALSO FRANKTON AND HAMILTON EAST. PHONE 2000. WHY BUY TOUGH MEAT IN A LAND OF PLENTY? SPRING LAMB: Legs 10d, Loins 9d, Forequarters 6d. J. PRESCOTT & SONS LTD. HOOD ST, HAMILTON. LA CORSELETTE SPECIAL Purchases, Summer Frocks, floral and plain, all shades and sizes. CONSULT us about Foundation Garments, Corsets, Corselettes and Brassiers. FINANCIAL MONEY TO LEND Advances made on all classes of Approved Securities. HAMILTON AGENCY, LTD., Albany Chambers. WAIKATO MERCANTILE AGENCY, LTD. Established 25 years. STERLING MORTGAGE & FINANCE CO., LTD. THE N.Z. NATIONAL CREDITMEN'S ASSOCIATION (H.N.Z.) LTD. OVERDUE ACCOUNTS. ENSURE fresh food by buying a Crosley Shelvador Refrigerator. RADIO Dial 3720 when you want a dependable radio repair Every man on our staff has had radio engineering training, assuring you the best possible service value. BOND & BOND LTD 130 VICTORIA STREET — HAMILTON	[1184, 74, 1411, 1960]
shipping-listings	[1421, 963, 1846, 1452]
church-notice: ST. GEORGE'S FRANKTON. ADVENT III Rev. V. A. Bianchi, 40 Marama Street. 7.15 a.m.—Holy Communion. 9.30 a.m.—Sung Eucharist and Sermon. 7 p.m.—Carol Service.	[41, 255, 257, 328]
classifieds-left: DRESSMAKING FROCKS Cut and Tacked; Finished; pattern copying cut; any size.—Mrs. Atwood School, 18 Victoria Street, opp. Barton & Ross. FURNITURE REMOVALS TWO THOUSAND YEARS AGO The Best-known Carrier was Samson. To-day it's "Careful Carriers of Anything." SELKIRK ST., HAMILTON. KILHAM'S 4UIT SERVICE STATION HAMILTON'S Expert Repairs, alterations, Pressing and Cleaning of Suits and Costumes. Reasonable charges. WANTED KNOWN LEWIS, COAL MERCHANT, Phone 2862 for Glen Coal, Coke and Wood. TENTS, Camp Beds, Mattresses for Hire; reserve early.—Tisdalls Ltd., Victoria Street. MUSIC PIANO AND ORGAN TUNING AND REPAIRING. All Work Guaranteed. ARTHUR SAVAGE, Grantham Street. Phone 1864. PUBLIC NOTICE DIAL 2914— CARRYING, WHATAWHATA AND TAUPIRI COAL. Firewood in any Quantity. DIGGER'S DEPOT (J. A. P. Ruff). FOR SATISFACTION, COMFORT AND ECONOMY, Insist on PUKE COAL HOPKINSON & GIBSON, Office and Depot, BRYCE STREET. Phone 3290. Specialists in Furniture Removals.	[41, 1190, 266, 1855]
